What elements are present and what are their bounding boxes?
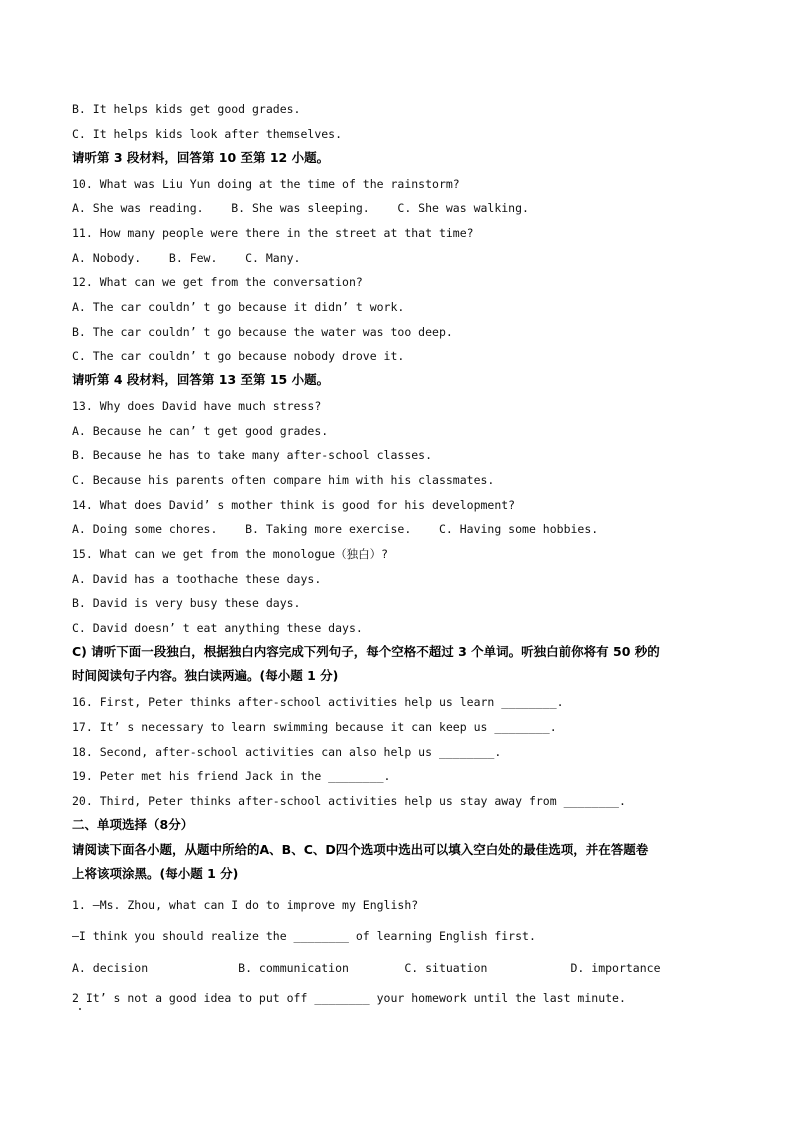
section-heading: 二、单项选择（8分）: [72, 817, 194, 832]
question-line: 1. —Ms. Zhou, what can I do to improve my English?: [72, 898, 419, 912]
section-instruction: 时间阅读句子内容。独白读两遍。(每小题 1 分): [72, 668, 339, 683]
question-line: 2 It’ s not a good idea to put off ________ your homework until the last minute.: [72, 991, 626, 1005]
question-line: —I think you should realize the ________ of learning English first.: [72, 929, 536, 943]
option-line: A. The car couldn’ t go because it didn’ t work.: [72, 300, 405, 314]
question-line: 12. What can we get from the conversation?: [72, 275, 363, 289]
question-line: 10. What was Liu Yun doing at the time of the rainstorm?: [72, 177, 460, 191]
section-instruction: 上将该项涂黑。(每小题 1 分): [72, 866, 239, 881]
question-line: 20. Third, Peter thinks after-school activities help us stay away from ________.: [72, 794, 626, 808]
option-line: C. The car couldn’ t go because nobody drove it.: [72, 349, 405, 363]
question-line: 15. What can we get from the monologue（独白）?: [72, 547, 389, 561]
question-line: 18. Second, after-school activities can also help us ________.: [72, 745, 502, 759]
question-line: 11. How many people were there in the street at that time?: [72, 226, 474, 240]
question-line: 17. It’ s necessary to learn swimming because it can keep us ________.: [72, 720, 557, 734]
stray-dot: [79, 1008, 81, 1010]
question-line: 16. First, Peter thinks after-school activities help us learn ________.: [72, 695, 564, 709]
option-line: A. decision B. communication C. situation D. importance: [72, 961, 661, 975]
option-line: B. Because he has to take many after-school classes.: [72, 448, 433, 462]
section-instruction: 请听第 4 段材料，回答第 13 至第 15 小题。: [72, 372, 330, 387]
option-line: A. She was reading. B. She was sleeping. C. She was walking.: [72, 201, 529, 215]
section-instruction: 请阅读下面各小题，从题中所给的A、B、C、D四个选项中选出可以填入空白处的最佳选项，并在答题卷: [72, 842, 649, 857]
section-instruction: 请听第 3 段材料，回答第 10 至第 12 小题。: [72, 150, 330, 165]
option-line: A. Doing some chores. B. Taking more exercise. C. Having some hobbies.: [72, 522, 599, 536]
question-line: 13. Why does David have much stress?: [72, 399, 322, 413]
section-instruction: C) 请听下面一段独白，根据独白内容完成下列句子，每个空格不超过 3 个单词。听独白前你将有 50 秒的: [72, 644, 660, 659]
question-line: 14. What does David’ s mother think is good for his development?: [72, 498, 516, 512]
option-line: B. The car couldn’ t go because the water was too deep.: [72, 325, 453, 339]
question-line: 19. Peter met his friend Jack in the ________.: [72, 769, 391, 783]
option-line: B. It helps kids get good grades.: [72, 102, 301, 116]
option-line: B. David is very busy these days.: [72, 596, 301, 610]
option-line: A. Nobody. B. Few. C. Many.: [72, 251, 301, 265]
option-line: A. David has a toothache these days.: [72, 572, 322, 586]
option-line: C. It helps kids look after themselves.: [72, 127, 343, 141]
option-line: C. David doesn’ t eat anything these days.: [72, 621, 363, 635]
option-line: A. Because he can’ t get good grades.: [72, 424, 329, 438]
option-line: C. Because his parents often compare him with his classmates.: [72, 473, 495, 487]
